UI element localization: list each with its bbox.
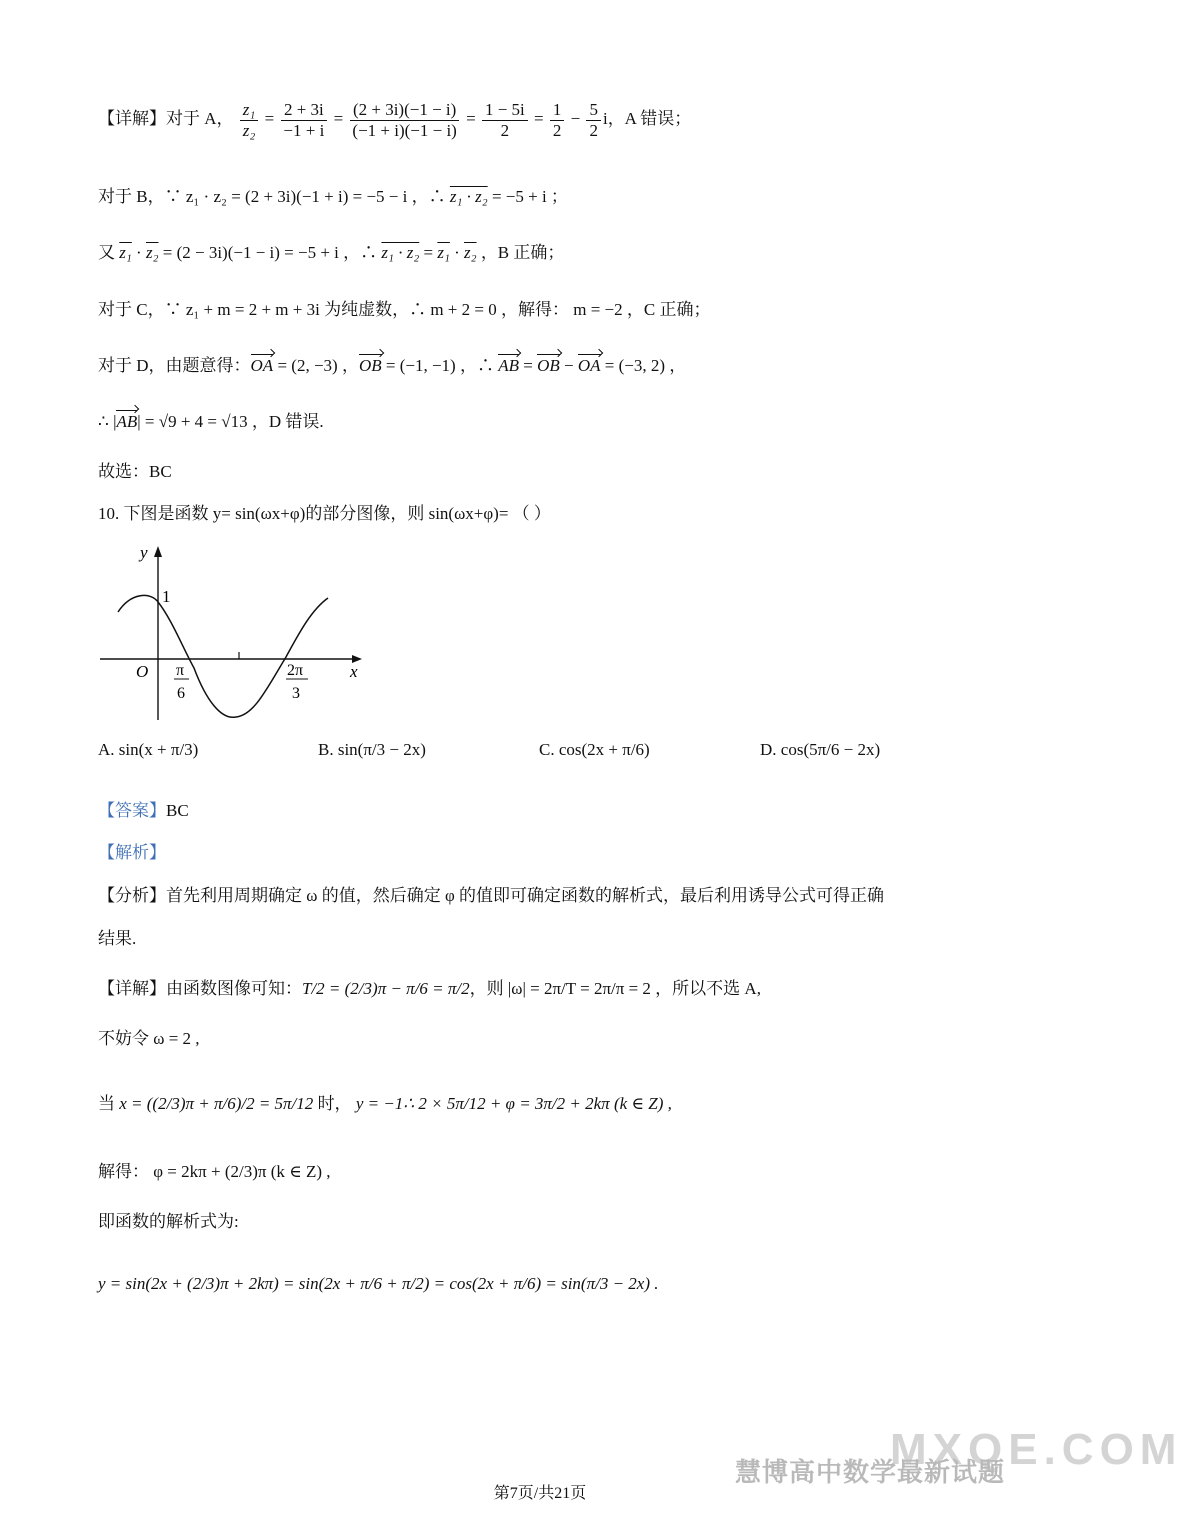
two-pi3-num: 2π — [287, 662, 304, 679]
detail-a-prefix: 【详解】对于 A， — [98, 108, 234, 128]
origin-label: O — [136, 662, 149, 681]
x-label: x — [350, 662, 358, 681]
option-c: C. cos(2x + π/6) — [539, 740, 650, 759]
pi6-num: π — [176, 662, 185, 679]
detail-c-line: 对于 C，∵ z₁ + m = 2 + m + 3i 为纯虚数，∴ m + 2 = 0 ，解得： m = −2 ，C 正确； — [98, 300, 711, 319]
vector-ob: OB — [359, 352, 382, 380]
fraction-1: $\frac{2 + 3i}{-1 + i}$ — [280, 100, 327, 140]
detail-line6: y = sin(2x + (2/3)π + 2kπ) = sin(2x + π/6 + π/2) = cos(2x + π/6) = sin(π/3 − 2x) . — [98, 1274, 659, 1293]
detail-d-line2: ∴ |AB| = √9 + 4 = √13 ，D 错误. — [98, 408, 324, 436]
choice-line: 故选：BC — [98, 462, 172, 481]
y-label: y — [140, 543, 148, 562]
answer-line — [98, 797, 189, 825]
detail-line5: 即函数的解析式为: — [98, 1212, 239, 1231]
analysis-line1: 【分析】首先利用周期确定 ω 的值，然后确定 φ 的值即可确定函数的解析式，最后利用诱导公式可得正确 — [98, 886, 884, 905]
two-pi3-den: 3 — [292, 685, 300, 702]
conjugate-product: z₁ · z₂ — [449, 187, 488, 206]
watermark-logo: MXQE.COM — [890, 1425, 1182, 1474]
option-b: B. sin(π/3 − 2x) — [318, 740, 426, 759]
detail-line2: 不妨令 ω = 2 , — [98, 1029, 200, 1048]
detail-a-suffix: ，A 错误； — [607, 108, 692, 128]
page-footer: 第7页/共21页 — [493, 1485, 587, 1502]
option-d: D. cos(5π/6 − 2x) — [760, 740, 881, 759]
detail-line3: 当 x = ((2/3)π + π/6)/2 = 5π/12 时， y = −1∴ 2 × 5π/12 + φ = 3π/2 + 2kπ (k ∈ Z) , — [98, 1094, 672, 1113]
analysis-tag: 【解析】 — [98, 843, 166, 862]
fraction-3: $\frac{1 - 5i}{2}$ — [482, 100, 528, 140]
z1-over-z2: $\frac{\text{z₁}}{\text{z₂}}$ — [240, 100, 259, 140]
vector-ab: AB — [498, 352, 519, 380]
watermark-text: 慧博高中数学最新试题 — [735, 1457, 1006, 1487]
detail-b-line1: 对于 B，∵ z₁ · z₂ = (2 + 3i)(−1 + i) = −5 − i ，∴ z₁ · z₂ = −5 + i ； — [98, 187, 568, 206]
answer-tag: 【答案】 — [98, 801, 166, 820]
detail-b-line2: 又 z₁ · z₂ = (2 − 3i)(−1 − i) = −5 + i ，∴ z₁ · z₂ = z₁ · z₂ ，B 正确； — [98, 243, 565, 262]
detail-line4: 解得： φ = 2kπ + (2/3)π (k ∈ Z) , — [98, 1162, 331, 1181]
answer-value: BC — [166, 801, 189, 820]
detail-line1: 【详解】由函数图像可知：T/2 = (2/3)π − π/6 = π/2，则 |ω| = 2π/T = 2π/π = 2 ，所以不选 A, — [98, 979, 761, 998]
sine-graph — [96, 540, 376, 730]
one-label: 1 — [162, 587, 171, 606]
fraction-4: $\frac{1}{2}$ — [550, 100, 565, 140]
detail-d-line1: 对于 D，由题意得：OA = (2, −3) ，OB = (−1, −1) ，∴ AB = OB − OA = (−3, 2) ， — [98, 352, 686, 380]
option-a: A. sin(x + π/3) — [98, 740, 199, 759]
question-10: 10. 下图是函数 y= sin(ωx+φ)的部分图像，则 sin(ωx+φ)= （ ） — [98, 504, 551, 523]
vector-oa: OA — [251, 352, 274, 380]
fraction-2: $\frac{(2 + 3i)(-1 - i)}{(-1 + i)(-1 - i)}$ — [349, 100, 459, 140]
pi6-den: 6 — [177, 685, 185, 702]
y-axis-arrow — [154, 546, 162, 557]
analysis-line2: 结果. — [98, 929, 137, 948]
detail-a-line: 【详解】对于 A， $\frac{\text{z₁}}{\text{z₂}}$ = $\frac{2 + 3i}{-1 + i}$ = $\frac{(2 + 3i)(-1 - i)}{(-1 + i)(-1 - i)}$ = $\frac{1 - 5i}{2}$ = $\frac{1}{2}$ − $\frac{5}{2}$ i，A 错误； — [98, 100, 692, 140]
fraction-5: $\frac{5}{2}$ — [586, 100, 601, 140]
